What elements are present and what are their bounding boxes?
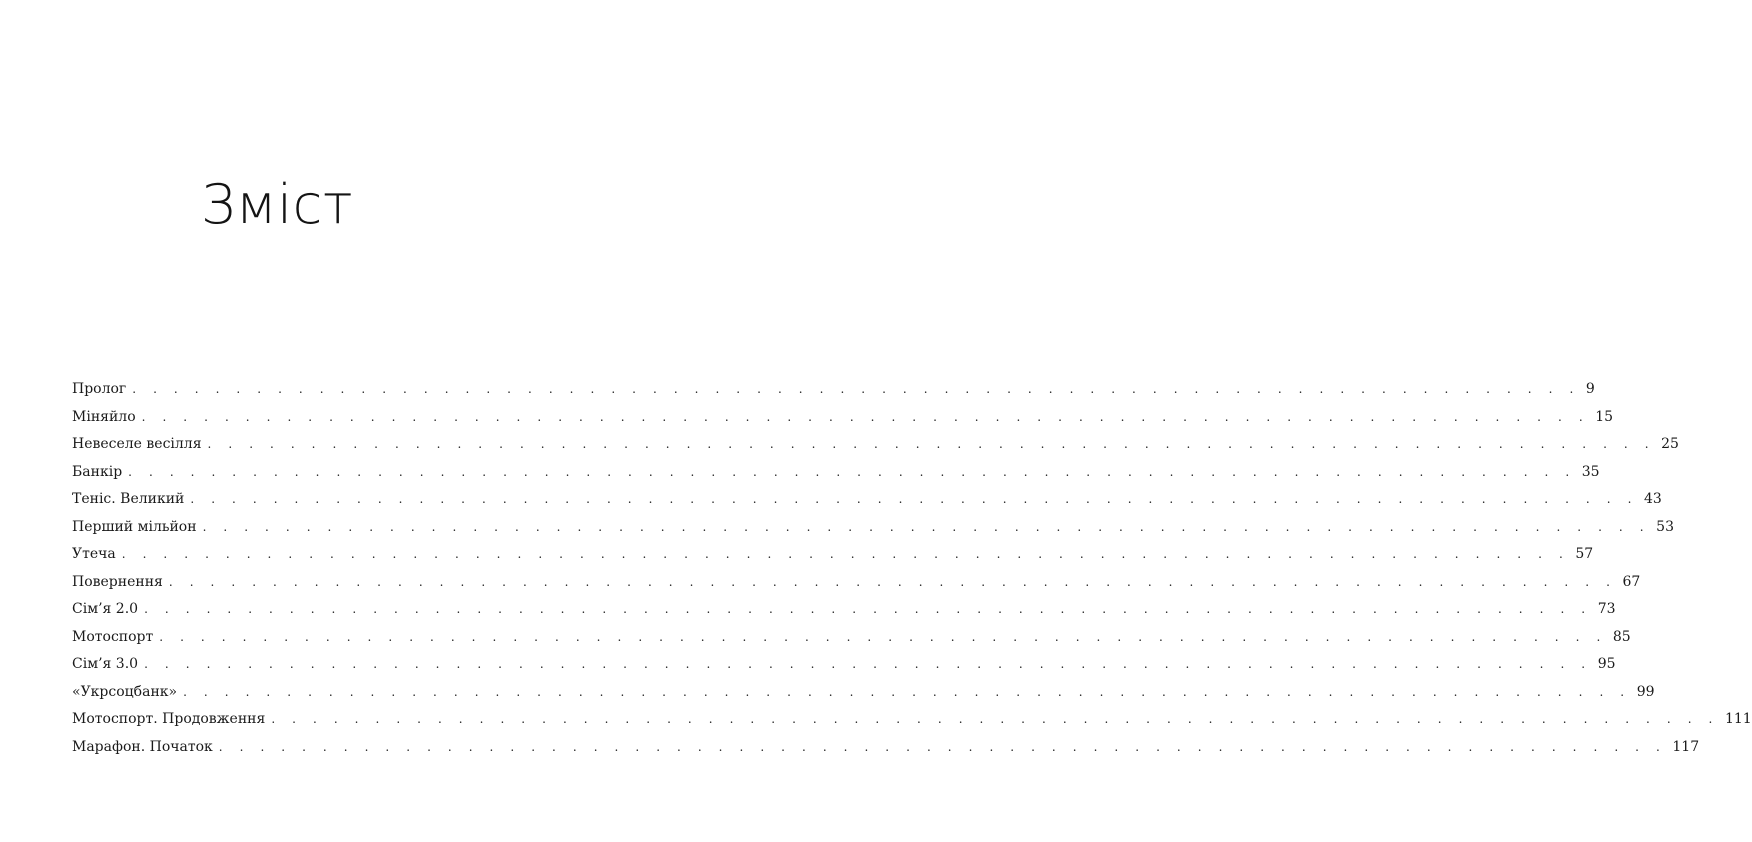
toc-entry[interactable] [72,459,1600,487]
toc-entry-page-number: 25 [1661,436,1679,452]
toc-entry-title: Марафон. Початок [72,738,213,755]
toc-entry-title: Міняйло [72,408,136,425]
toc-entry-page-number: 53 [1656,518,1674,535]
toc-entry-title: Утеча [72,546,116,562]
toc-entry-page-number: 57 [1575,546,1594,562]
toc-entry-title: Пролог [72,381,127,397]
toc-entry-title: Повернення [72,573,163,590]
toc-entry-page-number: 67 [1622,573,1641,590]
dot-leader: . . . . . . . . . . . . . . . . . . . . . . . . . . . . . . . . . . . . . . . . . . . . . . . . . . . . . . . . . . . . . . . . . . . . . . [144,657,1592,671]
toc-entry[interactable] [72,651,1616,679]
toc-entry-title: Перший мільйон [72,518,197,535]
toc-entry-page-number: 43 [1644,491,1662,507]
dot-leader: . . . . . . . . . . . . . . . . . . . . . . . . . . . . . . . . . . . . . . . . . . . . . . . . . . . . . . . . . . . . . . . . . . . . . . [168,574,1617,589]
dot-leader: . . . . . . . . . . . . . . . . . . . . . . . . . . . . . . . . . . . . . . . . . . . . . . . . . . . . . . . . . . . . . . . . . . . . . . [128,464,1576,479]
toc-entry-page-number: 111 [1724,711,1752,727]
toc-entry-title: Теніс. Великий [72,491,185,507]
toc-entry[interactable] [72,486,1662,514]
toc-entry-page-number: 73 [1597,601,1616,617]
dot-leader: . . . . . . . . . . . . . . . . . . . . . . . . . . . . . . . . . . . . . . . . . . . . . . . . . . . . . . . . . . . . . . . . . . . . . . [144,602,1592,616]
dot-leader: . . . . . . . . . . . . . . . . . . . . . . . . . . . . . . . . . . . . . . . . . . . . . . . . . . . . . . . . . . . . . . . . . . . . . . [207,437,1656,451]
dot-leader: . . . . . . . . . . . . . . . . . . . . . . . . . . . . . . . . . . . . . . . . . . . . . . . . . . . . . . . . . . . . . . . . . . . . . . [218,739,1667,754]
toc-entry-title: Мотоспорт. Продовження [72,711,266,727]
dot-leader: . . . . . . . . . . . . . . . . . . . . . . . . . . . . . . . . . . . . . . . . . . . . . . . . . . . . . . . . . . . . . . . . . . . . . . [190,492,1638,506]
dot-leader: . . . . . . . . . . . . . . . . . . . . . . . . . . . . . . . . . . . . . . . . . . . . . . . . . . . . . . . . . . . . . . . . . . . . . . [132,382,1580,396]
table-of-contents [72,376,1752,761]
toc-entry[interactable] [72,431,1679,459]
dot-leader: . . . . . . . . . . . . . . . . . . . . . . . . . . . . . . . . . . . . . . . . . . . . . . . . . . . . . . . . . . . . . . . . . . . . . . [141,409,1590,424]
toc-entry-page-number: 99 [1636,683,1655,700]
toc-entry-title: Сім’я 2.0 [72,601,139,617]
toc-entry-title: Невеселе весілля [72,436,202,452]
toc-entry[interactable] [72,706,1752,734]
toc-entry-page-number: 9 [1585,381,1595,397]
toc-entry-page-number: 15 [1595,408,1614,425]
toc-entry[interactable] [72,734,1700,762]
dot-leader: . . . . . . . . . . . . . . . . . . . . . . . . . . . . . . . . . . . . . . . . . . . . . . . . . . . . . . . . . . . . . . . . . . . . . . [183,684,1631,699]
toc-entry-title: Мотоспорт [72,628,154,645]
toc-entry-title: Сім’я 3.0 [72,656,139,672]
dot-leader: . . . . . . . . . . . . . . . . . . . . . . . . . . . . . . . . . . . . . . . . . . . . . . . . . . . . . . . . . . . . . . . . . . . . . . [202,519,1651,534]
toc-entry-page-number: 117 [1672,738,1700,755]
toc-entry-page-number: 95 [1597,656,1616,672]
toc-entry[interactable] [72,569,1641,597]
dot-leader: . . . . . . . . . . . . . . . . . . . . . . . . . . . . . . . . . . . . . . . . . . . . . . . . . . . . . . . . . . . . . . . . . . . . . . [159,629,1607,644]
toc-entry-page-number: 85 [1612,628,1631,645]
toc-entry[interactable] [72,541,1594,569]
dot-leader: . . . . . . . . . . . . . . . . . . . . . . . . . . . . . . . . . . . . . . . . . . . . . . . . . . . . . . . . . . . . . . . . . . . . . . [121,547,1570,561]
toc-entry-title: «Укрсоцбанк» [72,683,178,700]
toc-entry[interactable] [72,376,1595,404]
toc-entry[interactable] [72,624,1631,652]
toc-entry-page-number: 35 [1581,463,1600,480]
page-title: Зміст [201,173,353,236]
dot-leader: . . . . . . . . . . . . . . . . . . . . . . . . . . . . . . . . . . . . . . . . . . . . . . . . . . . . . . . . . . . . . . . . . . . . . . [271,712,1719,726]
toc-entry[interactable] [72,404,1614,432]
toc-entry-title: Банкір [72,463,123,480]
toc-entry[interactable] [72,679,1655,707]
toc-entry[interactable] [72,514,1674,542]
toc-entry[interactable] [72,596,1616,624]
